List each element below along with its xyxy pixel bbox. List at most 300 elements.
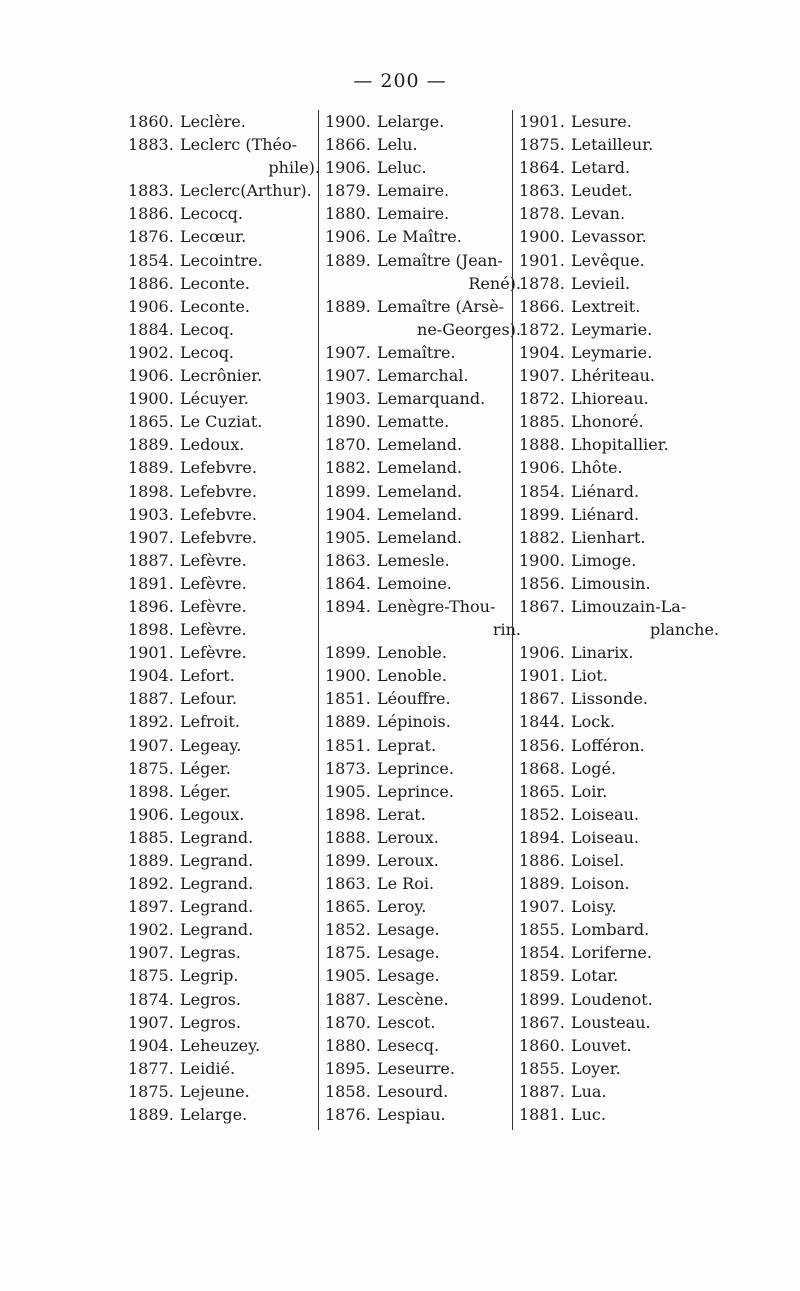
entry-name-continuation: rin.	[492, 620, 521, 640]
entry-name: Lemarchal.	[377, 366, 469, 386]
entry-name: Lock.	[571, 712, 615, 732]
list-item	[128, 826, 320, 849]
entry-year: 1877.	[128, 1058, 174, 1078]
list-item	[325, 595, 521, 618]
list-item	[325, 988, 521, 1011]
list-item	[325, 225, 521, 248]
list-item	[519, 803, 719, 826]
entry-name: Lemaire.	[377, 181, 450, 201]
entry-year: 1881.	[519, 1105, 565, 1125]
entry-year: 1884.	[128, 319, 174, 339]
entry-year: 1889.	[128, 458, 174, 478]
entry-year: 1887.	[128, 689, 174, 709]
entry-name: Levieil.	[571, 273, 631, 293]
list-item	[128, 364, 320, 387]
entry-name: Legros.	[180, 989, 241, 1009]
entry-year: 1865.	[128, 412, 174, 432]
list-item	[128, 872, 320, 895]
entry-year: 1901.	[128, 643, 174, 663]
entry-year: 1906.	[128, 296, 174, 316]
entry-name: Lhôte.	[571, 458, 623, 478]
list-item	[128, 272, 320, 295]
list-item	[128, 687, 320, 710]
entry-year: 1860.	[128, 112, 174, 131]
entry-name: Liot.	[571, 666, 608, 686]
entry-year: 1855.	[519, 1058, 565, 1078]
list-item	[519, 526, 719, 549]
entry-year: 1898.	[325, 804, 371, 824]
list-item	[128, 964, 320, 987]
list-item	[325, 572, 521, 595]
entry-name: Letard.	[571, 158, 631, 178]
entry-year: 1894.	[325, 596, 371, 616]
list-item	[128, 710, 320, 733]
entry-name: Lhériteau.	[571, 366, 655, 386]
entry-name: Leroy.	[377, 897, 427, 917]
entry-year: 1889.	[325, 250, 371, 270]
entry-year: 1887.	[325, 989, 371, 1009]
entry-year: 1863.	[325, 550, 371, 570]
entry-name: Lecointre.	[180, 250, 263, 270]
entry-year: 1854.	[128, 250, 174, 270]
entry-name: Lespiau.	[377, 1105, 446, 1125]
entry-name: Logé.	[571, 758, 617, 778]
entry-year: 1886.	[128, 273, 174, 293]
list-item	[128, 849, 320, 872]
list-item	[128, 249, 320, 272]
entry-year: 1904.	[128, 1035, 174, 1055]
entry-year: 1876.	[128, 227, 174, 247]
list-item	[128, 480, 320, 503]
entry-name: Lelarge.	[377, 112, 445, 131]
list-item	[128, 295, 320, 318]
list-item	[128, 803, 320, 826]
list-item	[519, 456, 719, 479]
list-item	[519, 225, 719, 248]
list-item	[128, 202, 320, 225]
entry-name: Léger.	[180, 781, 231, 801]
list-item	[519, 849, 719, 872]
entry-year: 1900.	[128, 389, 174, 409]
list-item	[519, 964, 719, 987]
entry-year: 1854.	[519, 943, 565, 963]
entry-year: 1882.	[325, 458, 371, 478]
list-item	[519, 156, 719, 179]
entry-name: Lescot.	[377, 1012, 436, 1032]
list-item	[325, 687, 521, 710]
entry-year: 1907.	[325, 342, 371, 362]
list-item	[519, 1011, 719, 1034]
entry-name: Lotar.	[571, 966, 619, 986]
list-item	[325, 641, 521, 664]
entry-name: Lefèvre.	[180, 620, 247, 640]
list-item	[519, 249, 719, 272]
entry-name: Loudenot.	[571, 989, 653, 1009]
entry-year: 1892.	[128, 874, 174, 894]
entry-name: Legrand.	[180, 827, 254, 847]
entry-year: 1864.	[519, 158, 565, 178]
entry-name: Leclère.	[180, 112, 246, 131]
entry-name: Lecœur.	[180, 227, 247, 247]
entry-year: 1889.	[519, 874, 565, 894]
list-item	[519, 202, 719, 225]
entry-year: 1883.	[128, 135, 174, 155]
list-item	[128, 757, 320, 780]
list-item	[325, 664, 521, 687]
entry-year: 1875.	[128, 758, 174, 778]
entry-name: Legrand.	[180, 851, 254, 870]
entry-year: 1899.	[325, 481, 371, 501]
entry-name: Loisy.	[571, 897, 617, 917]
entry-year: 1898.	[128, 620, 174, 640]
entry-year: 1890.	[325, 412, 371, 432]
entry-name: Legrand.	[180, 897, 254, 917]
entry-year: 1852.	[325, 920, 371, 940]
list-item	[128, 110, 320, 133]
entry-name: Lefort.	[180, 666, 235, 686]
entry-year: 1899.	[519, 504, 565, 524]
list-item	[128, 734, 320, 757]
entry-name: Legeay.	[180, 735, 242, 755]
entry-year: 1907.	[128, 735, 174, 755]
entry-year: 1898.	[128, 781, 174, 801]
entry-year: 1887.	[128, 550, 174, 570]
list-item	[519, 295, 719, 318]
entry-name: Lefèvre.	[180, 550, 247, 570]
list-item	[519, 572, 719, 595]
list-item	[519, 549, 719, 572]
list-item	[519, 364, 719, 387]
entry-year: 1855.	[519, 920, 565, 940]
list-item	[128, 618, 320, 641]
entry-year: 1888.	[519, 435, 565, 455]
entry-year: 1905.	[325, 966, 371, 986]
list-item	[325, 433, 521, 456]
entry-year: 1870.	[325, 435, 371, 455]
entry-year: 1902.	[128, 920, 174, 940]
entry-year: 1906.	[519, 643, 565, 663]
list-item	[325, 295, 521, 318]
list-item	[128, 318, 320, 341]
entry-name: Lemaître (Arsè-	[377, 296, 505, 316]
list-item	[325, 1057, 521, 1080]
entry-name: Lefebvre.	[180, 504, 257, 524]
entry-year: 1886.	[128, 204, 174, 224]
list-item	[325, 1080, 521, 1103]
list-item	[325, 780, 521, 803]
entry-year: 1891.	[128, 573, 174, 593]
entry-year: 1889.	[325, 712, 371, 732]
entry-name: Lefèvre.	[180, 643, 247, 663]
entry-year: 1872.	[519, 319, 565, 339]
list-item	[128, 1103, 320, 1126]
entry-year: 1906.	[519, 458, 565, 478]
list-item	[325, 549, 521, 572]
list-item	[519, 1057, 719, 1080]
entry-name: Lejeune.	[180, 1081, 250, 1101]
column-2	[318, 110, 521, 1130]
entry-year: 1868.	[519, 758, 565, 778]
entry-name: Lousteau.	[571, 1012, 651, 1032]
entry-year: 1876.	[325, 1105, 371, 1125]
list-item	[128, 179, 320, 202]
list-item	[325, 710, 521, 733]
entry-name: Linarix.	[571, 643, 634, 663]
entry-year: 1870.	[325, 1012, 371, 1032]
entry-name: Leroux.	[377, 851, 439, 870]
list-item	[128, 526, 320, 549]
entry-name: Legrip.	[180, 966, 239, 986]
entry-year: 1906.	[325, 158, 371, 178]
list-item	[128, 1034, 320, 1057]
entry-name-continuation: planche.	[649, 620, 719, 640]
entry-name: Limoge.	[571, 550, 637, 570]
list-item	[128, 988, 320, 1011]
entry-year: 1882.	[519, 527, 565, 547]
entry-year: 1904.	[128, 666, 174, 686]
list-item	[519, 410, 719, 433]
entry-name: Lemeland.	[377, 527, 463, 547]
entry-name-continuation: ne-Georges).	[417, 319, 521, 339]
entry-year: 1878.	[519, 273, 565, 293]
entry-name: Lecocq.	[180, 204, 243, 224]
list-item	[519, 133, 719, 156]
list-item	[325, 1103, 521, 1126]
entry-name: Leseurre.	[377, 1058, 455, 1078]
entry-year: 1902.	[128, 342, 174, 362]
entry-year: 1859.	[519, 966, 565, 986]
entry-name: Léouffre.	[377, 689, 451, 709]
entry-name: Lecoq.	[180, 342, 235, 362]
entry-name: Lemesle.	[377, 550, 450, 570]
list-item	[325, 1011, 521, 1034]
entry-name: Lissonde.	[571, 689, 648, 709]
entry-name: Legras.	[180, 943, 241, 963]
list-item	[325, 133, 521, 156]
entry-name: Le Cuziat.	[180, 412, 263, 432]
entry-name: Lombard.	[571, 920, 650, 940]
entry-year: 1863.	[519, 181, 565, 201]
entry-name: Lematte.	[377, 412, 450, 432]
entry-year: 1894.	[519, 827, 565, 847]
entry-name: Lefèvre.	[180, 573, 247, 593]
list-item	[519, 918, 719, 941]
entry-year: 1900.	[519, 550, 565, 570]
entry-name: Lesage.	[377, 966, 440, 986]
entry-name: Lemeland.	[377, 504, 463, 524]
entry-year: 1907.	[325, 366, 371, 386]
list-item	[519, 595, 719, 618]
list-item	[128, 895, 320, 918]
list-item	[519, 318, 719, 341]
entry-year: 1901.	[519, 112, 565, 131]
entry-name: Lefour.	[180, 689, 237, 709]
entry-year: 1888.	[325, 827, 371, 847]
list-item	[128, 410, 320, 433]
entry-name: Loriferne.	[571, 943, 652, 963]
list-item	[128, 1011, 320, 1034]
list-item	[325, 849, 521, 872]
entry-year: 1901.	[519, 666, 565, 686]
list-item	[519, 179, 719, 202]
list-item	[519, 780, 719, 803]
entry-name: Lecoq.	[180, 319, 235, 339]
entry-name: Lemeland.	[377, 481, 463, 501]
entry-name: Legros.	[180, 1012, 241, 1032]
entry-year: 1863.	[325, 874, 371, 894]
entry-name: Loiseau.	[571, 804, 639, 824]
entry-name: Leheuzey.	[180, 1035, 261, 1055]
entry-name: Lécuyer.	[180, 389, 249, 409]
entry-name: Lofféron.	[571, 735, 645, 755]
list-item	[519, 941, 719, 964]
list-item	[325, 341, 521, 364]
page-number: — 200 —	[353, 70, 447, 92]
entry-name: Lenègre-Thou-	[377, 596, 496, 616]
list-item	[519, 988, 719, 1011]
entry-name: Lhonoré.	[571, 412, 644, 432]
entry-year: 1878.	[519, 204, 565, 224]
entry-name: Leclerc (Théo-	[180, 135, 298, 155]
entry-year: 1858.	[325, 1081, 371, 1101]
entry-year: 1851.	[325, 735, 371, 755]
entry-year: 1867.	[519, 596, 565, 616]
entry-year: 1880.	[325, 204, 371, 224]
entry-year: 1889.	[128, 435, 174, 455]
list-item	[128, 549, 320, 572]
entry-year: 1866.	[519, 296, 565, 316]
entry-name: Lelu.	[377, 135, 418, 155]
entry-year: 1887.	[519, 1081, 565, 1101]
list-item	[128, 341, 320, 364]
entry-name: Loiseau.	[571, 827, 639, 847]
entry-year: 1906.	[128, 366, 174, 386]
entry-year: 1866.	[325, 135, 371, 155]
entry-name: Lesage.	[377, 943, 440, 963]
entry-name: Leluc.	[377, 158, 427, 178]
entry-year: 1872.	[519, 389, 565, 409]
entry-year: 1905.	[325, 781, 371, 801]
entry-year: 1852.	[519, 804, 565, 824]
column-3	[512, 110, 719, 1130]
entry-year: 1907.	[128, 527, 174, 547]
entry-name: Levassor.	[571, 227, 647, 247]
list-item	[519, 1103, 719, 1126]
entry-name: Lesure.	[571, 112, 632, 131]
list-item	[519, 272, 719, 295]
entry-year: 1907.	[519, 366, 565, 386]
entry-name: Loisel.	[571, 851, 625, 870]
entry-name: Loir.	[571, 781, 608, 801]
list-item	[128, 941, 320, 964]
entry-year: 1867.	[519, 1012, 565, 1032]
entry-name: Lemarquand.	[377, 389, 486, 409]
list-item	[519, 664, 719, 687]
entry-name: Legoux.	[180, 804, 245, 824]
list-item	[325, 156, 521, 179]
entry-name: Leroux.	[377, 827, 439, 847]
entry-year: 1865.	[519, 781, 565, 801]
entry-year: 1904.	[519, 342, 565, 362]
list-item	[325, 918, 521, 941]
entry-year: 1906.	[128, 804, 174, 824]
entry-year: 1867.	[519, 689, 565, 709]
entry-year: 1860.	[519, 1035, 565, 1055]
entry-year: 1880.	[325, 1035, 371, 1055]
list-item	[128, 503, 320, 526]
entry-year: 1885.	[128, 827, 174, 847]
entry-name: Lemaître.	[377, 342, 456, 362]
entry-name: Lextreit.	[571, 296, 641, 316]
entry-name: Lescène.	[377, 989, 449, 1009]
list-item	[128, 572, 320, 595]
entry-name: Lesage.	[377, 920, 440, 940]
entry-name: Legrand.	[180, 920, 254, 940]
list-item	[128, 456, 320, 479]
list-item	[128, 133, 320, 156]
list-item	[325, 872, 521, 895]
entry-name: Letailleur.	[571, 135, 654, 155]
entry-name: Lemaire.	[377, 204, 450, 224]
entry-year: 1906.	[325, 227, 371, 247]
list-item	[325, 456, 521, 479]
entry-year: 1873.	[325, 758, 371, 778]
list-item	[519, 710, 719, 733]
list-item	[128, 595, 320, 618]
entry-name: Lecrônier.	[180, 366, 263, 386]
entry-name: Lhopitallier.	[571, 435, 669, 455]
entry-name: Lépinois.	[377, 712, 451, 732]
entry-year: 1856.	[519, 735, 565, 755]
entry-name: Loyer.	[571, 1058, 621, 1078]
list-item	[519, 341, 719, 364]
entry-year: 1892.	[128, 712, 174, 732]
list-item	[519, 826, 719, 849]
list-item	[128, 1057, 320, 1080]
list-item	[519, 480, 719, 503]
entry-name: Lefèvre.	[180, 596, 247, 616]
entry-year: 1896.	[128, 596, 174, 616]
entry-year: 1898.	[128, 481, 174, 501]
column-1	[128, 110, 320, 1126]
entry-year: 1897.	[128, 897, 174, 917]
list-item	[325, 503, 521, 526]
entry-name-continuation: phile).	[268, 158, 320, 178]
list-item	[519, 110, 719, 133]
list-item	[325, 480, 521, 503]
entry-name: Lefroit.	[180, 712, 240, 732]
entry-name: Leclerc(Arthur).	[180, 181, 312, 201]
entry-year: 1883.	[128, 181, 174, 201]
entry-name: Lefebvre.	[180, 527, 257, 547]
entry-name: Lemeland.	[377, 458, 463, 478]
entry-name: Lemoine.	[377, 573, 452, 593]
entry-name: Leudet.	[571, 181, 633, 201]
list-item	[325, 410, 521, 433]
list-item	[128, 664, 320, 687]
list-item	[128, 387, 320, 410]
entry-year: 1900.	[519, 227, 565, 247]
entry-name: Luc.	[571, 1105, 606, 1125]
entry-year: 1874.	[128, 989, 174, 1009]
entry-year: 1904.	[325, 504, 371, 524]
entry-name: Lesourd.	[377, 1081, 449, 1101]
entry-year: 1899.	[325, 851, 371, 870]
entry-name: Lienhart.	[571, 527, 646, 547]
entry-name: Léger.	[180, 758, 231, 778]
entry-year: 1903.	[128, 504, 174, 524]
list-item	[325, 734, 521, 757]
